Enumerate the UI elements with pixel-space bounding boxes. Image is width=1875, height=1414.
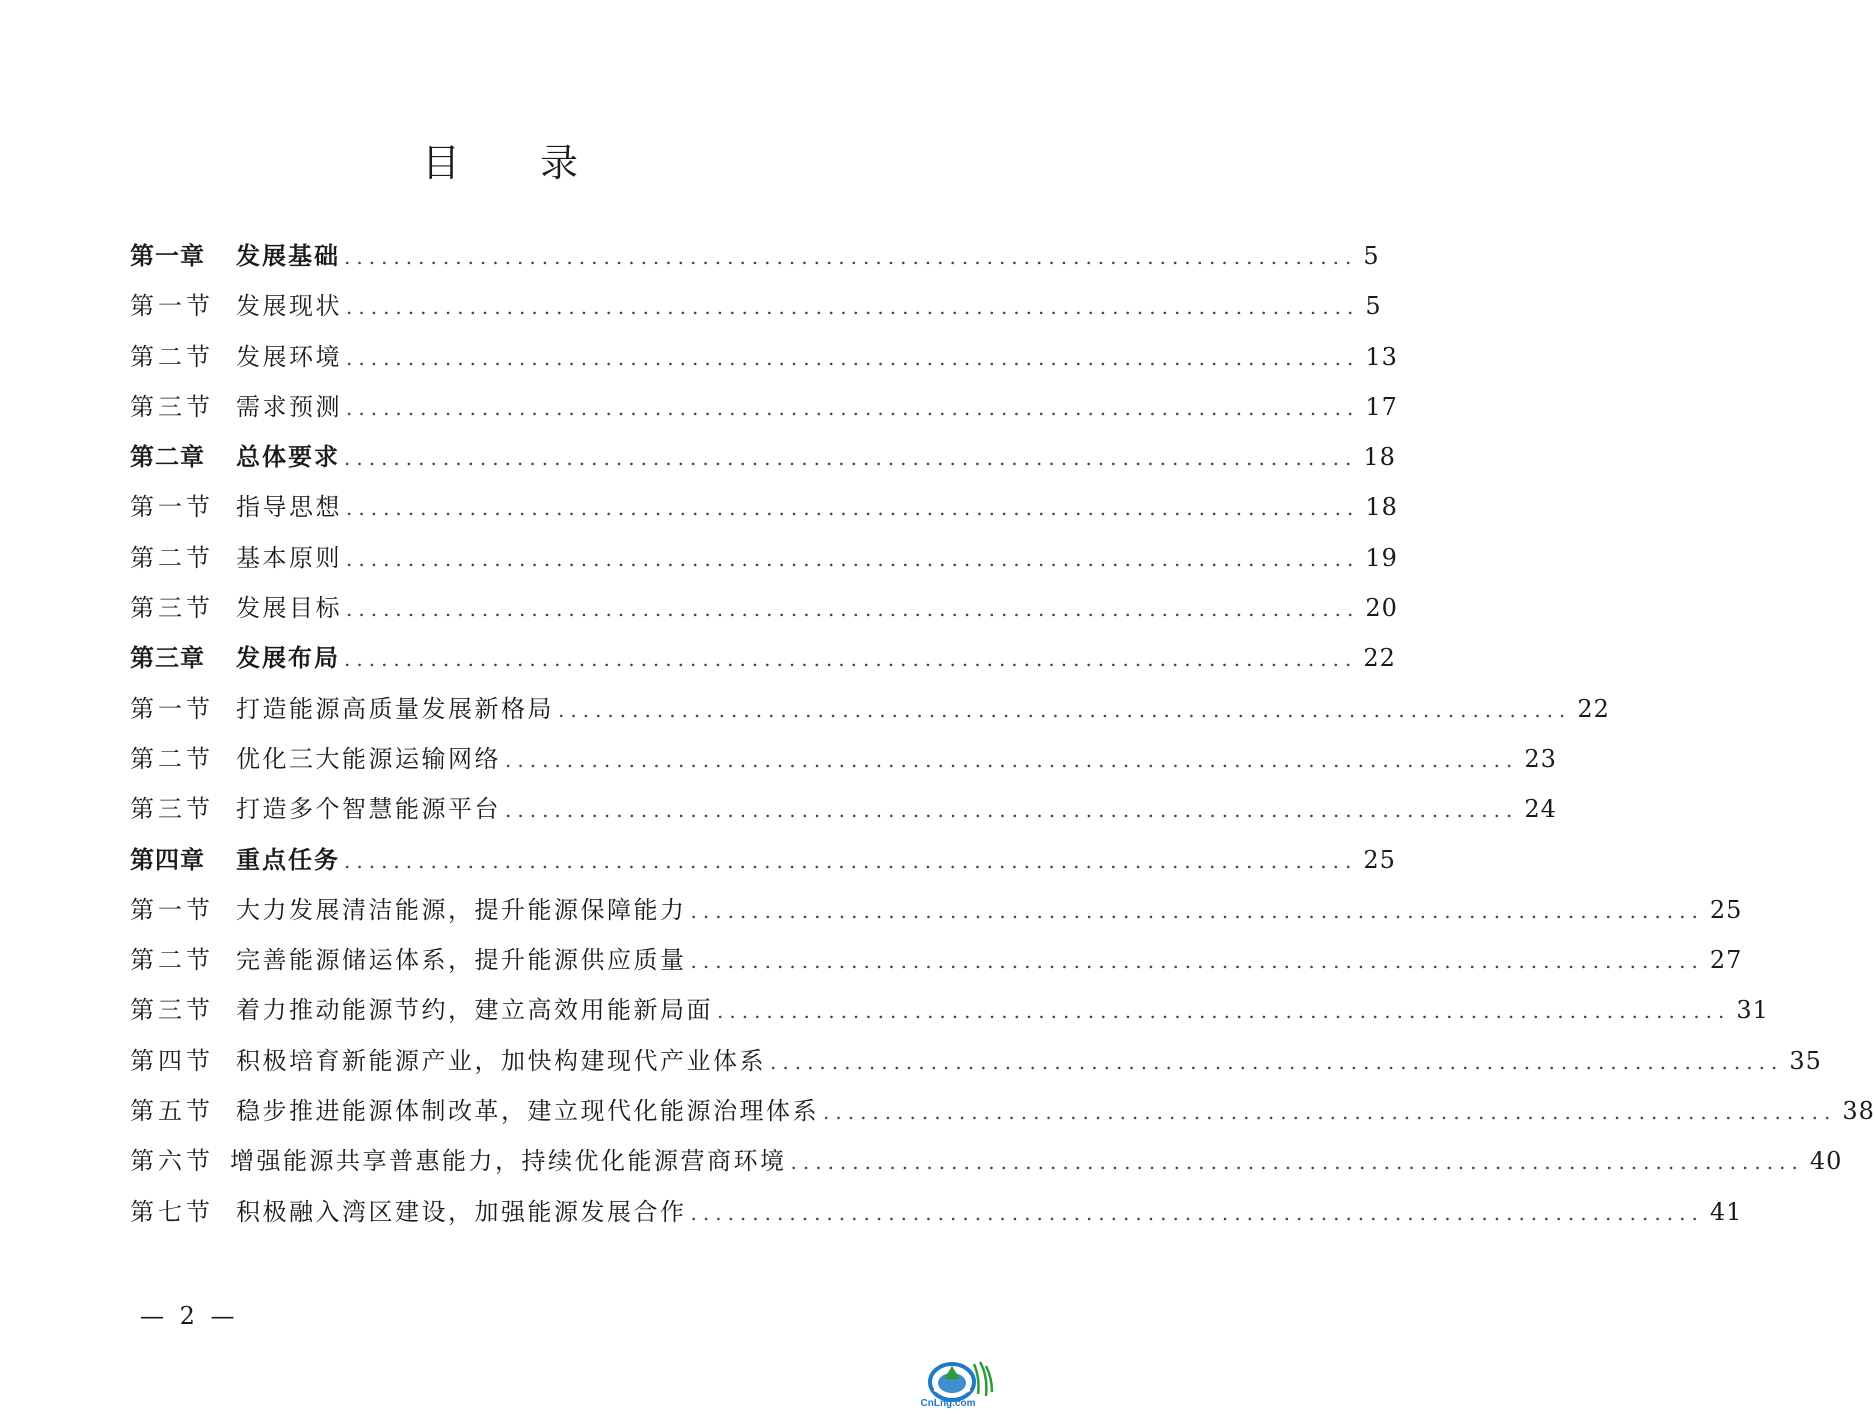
dot-leader: .................................................................................. [505,798,1519,823]
dot-leader: .................................................................................. [690,949,1704,974]
toc-label: 第四节 [130,1046,214,1075]
toc-text: 增强能源共享普惠能力，持续优化能源营商环境 [230,1147,787,1176]
toc-page: 35 [1789,1046,1822,1075]
table-of-contents [130,234,1875,1240]
dot-leader: .................................................................................. [344,245,1358,269]
toc-label: 第三节 [130,795,214,824]
dot-leader: .................................................................................. [344,647,1358,672]
toc-page: 19 [1365,543,1398,572]
toc-page: 25 [1709,895,1743,924]
toc-page: 13 [1365,342,1398,371]
page-number: — 2 — [140,1302,239,1330]
dot-leader: .................................................................................. [770,1049,1784,1074]
toc-title: 目 录 [421,141,613,185]
toc-text: 发展目标 [236,594,342,623]
toc-text: 发展现状 [236,292,342,321]
toc-entry-section[interactable] [130,988,1769,1038]
toc-page: 40 [1809,1147,1843,1176]
dot-leader: .................................................................................. [346,546,1360,571]
toc-text: 发展基础 [236,242,340,270]
toc-label: 第二节 [130,744,214,773]
toc-text: 需求预测 [236,392,342,421]
toc-entry-section[interactable] [130,1190,1743,1240]
dot-leader: .................................................................................. [344,446,1358,471]
toc-label: 第一章 [130,242,205,270]
toc-label: 第三章 [130,644,205,673]
toc-entry-section[interactable] [130,284,1382,334]
logo-text: CnLng.com [920,1398,976,1409]
dot-leader: .................................................................................. [823,1100,1837,1125]
toc-label: 第一节 [130,895,214,924]
toc-label: 第三节 [130,996,214,1025]
toc-page: 5 [1365,292,1382,321]
toc-page: 25 [1363,845,1396,874]
toc-entry-section[interactable] [130,787,1557,837]
toc-entry-section[interactable] [130,737,1557,787]
toc-text: 积极融入湾区建设，加强能源发展合作 [236,1197,687,1226]
toc-entry-chapter-2[interactable] [130,435,1396,485]
toc-text: 打造能源高质量发展新格局 [236,694,554,723]
cnlng-logo-icon [918,1352,996,1408]
toc-text: 基本原则 [236,543,342,572]
toc-text: 指导思想 [236,493,342,522]
toc-label: 第二节 [130,543,214,572]
toc-text: 重点任务 [236,845,340,874]
toc-label: 第二节 [130,946,214,975]
dot-leader: .................................................................................. [717,999,1731,1024]
toc-label: 第六节 [130,1147,214,1176]
toc-entry-section[interactable] [130,586,1398,636]
toc-text: 积极培育新能源产业，加快构建现代产业体系 [236,1046,766,1075]
toc-page: 23 [1524,744,1557,773]
toc-text: 发展布局 [236,644,340,673]
dot-leader: .................................................................................. [346,295,1360,320]
toc-text: 稳步推进能源体制改革，建立现代化能源治理体系 [236,1097,819,1126]
toc-entry-section[interactable] [130,1039,1822,1089]
dot-leader: .................................................................................. [790,1150,1804,1175]
toc-entry-section[interactable] [130,385,1398,435]
toc-text: 总体要求 [236,443,340,472]
toc-text: 优化三大能源运输网络 [236,744,501,773]
dot-leader: .................................................................................. [346,496,1360,521]
dot-leader: .................................................................................. [346,597,1360,622]
toc-page: 20 [1365,594,1398,623]
toc-entry-section[interactable] [130,888,1743,938]
toc-text: 完善能源储运体系，提升能源供应质量 [236,946,687,975]
toc-text: 发展环境 [236,342,342,371]
toc-page: 22 [1363,644,1396,673]
toc-label: 第三节 [130,594,214,623]
toc-page: 18 [1363,443,1396,472]
toc-entry-section[interactable] [130,938,1743,988]
toc-entry-chapter-3[interactable] [130,636,1396,686]
toc-entry-section[interactable] [130,536,1398,586]
toc-page: 5 [1363,242,1380,270]
toc-entry-section[interactable] [130,687,1610,737]
dot-leader: .................................................................................. [346,395,1360,420]
dot-leader: .................................................................................. [346,345,1360,370]
toc-label: 第一节 [130,292,214,321]
toc-label: 第四章 [130,845,205,874]
toc-page: 24 [1524,795,1557,824]
toc-label: 第七节 [130,1197,214,1226]
toc-label: 第一节 [130,694,214,723]
toc-label: 第五节 [130,1097,214,1126]
toc-page: 17 [1365,392,1398,421]
toc-text: 着力推动能源节约，建立高效用能新局面 [236,996,713,1025]
dot-leader: .................................................................................. [690,898,1704,923]
toc-page: 22 [1577,694,1610,723]
toc-entry-section[interactable] [130,1139,1843,1189]
toc-entry-chapter-4[interactable] [130,838,1396,888]
toc-text: 打造多个智慧能源平台 [236,795,501,824]
toc-text: 大力发展清洁能源，提升能源保障能力 [236,895,687,924]
dot-leader: .................................................................................. [558,697,1572,722]
toc-label: 第二节 [130,342,214,371]
toc-entry-section[interactable] [130,485,1398,535]
toc-label: 第三节 [130,392,214,421]
toc-page: 41 [1709,1197,1743,1226]
toc-entry-chapter-1[interactable] [130,234,1380,284]
toc-page: 31 [1736,996,1769,1025]
toc-entry-section[interactable] [130,1089,1875,1139]
toc-label: 第一节 [130,493,214,522]
toc-entry-section[interactable] [130,335,1398,385]
dot-leader: .................................................................................. [505,747,1519,772]
toc-page: 27 [1709,946,1743,975]
dot-leader: .................................................................................. [344,848,1358,873]
toc-page: 38 [1842,1097,1875,1126]
toc-label: 第二章 [130,443,205,472]
dot-leader: .................................................................................. [690,1200,1704,1225]
toc-page: 18 [1365,493,1398,522]
